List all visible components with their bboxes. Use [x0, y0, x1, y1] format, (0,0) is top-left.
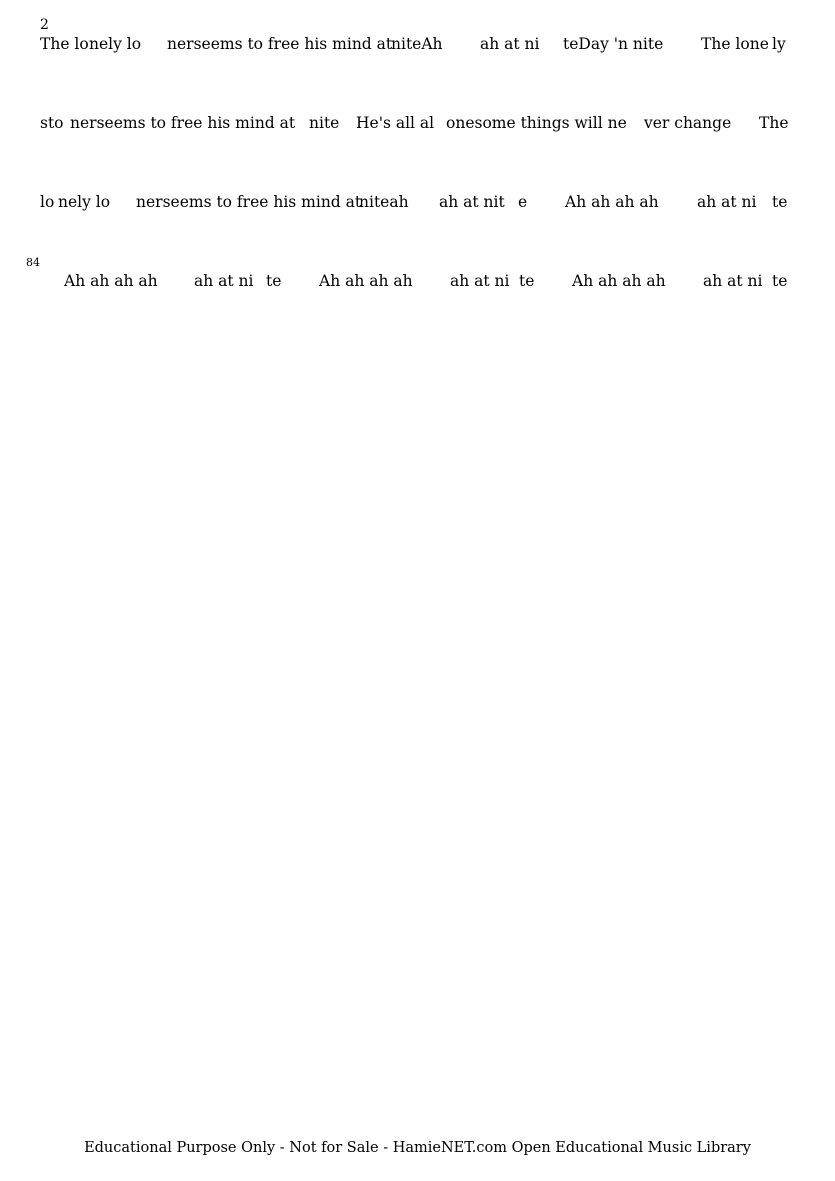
lyric-syllable: niteAh: [391, 35, 443, 53]
lyric-syllable: te: [772, 193, 788, 211]
lyric-syllable: ah at nit: [439, 193, 505, 211]
lyric-syllable: nely lo: [89, 35, 142, 53]
lyric-syllable: te: [519, 272, 535, 290]
lyric-syllable: teDay 'n nite: [563, 35, 664, 53]
lyric-syllable: ah at ni: [697, 193, 757, 211]
lyric-syllable: nerseems to free his mind at: [167, 35, 393, 53]
lyric-syllable: lo: [40, 193, 55, 211]
lyric-syllable: te: [772, 272, 788, 290]
lyric-syllable: nerseems to free his mind at: [136, 193, 362, 211]
lyric-syllable: He's all al: [356, 114, 435, 132]
lyric-syllable: e: [518, 193, 528, 211]
lyric-syllable: Ah ah ah ah: [319, 272, 413, 290]
lyric-syllable: nite: [309, 114, 340, 132]
lyric-syllable: The lo: [40, 35, 89, 53]
lyric-syllable: The lone: [701, 35, 769, 53]
lyric-syllable: ly: [772, 35, 786, 53]
lyric-syllable: niteah: [359, 193, 409, 211]
measure-number: 84: [26, 256, 40, 269]
lyric-syllable: ah at ni: [480, 35, 540, 53]
lyric-syllable: nerseems to free his mind at: [70, 114, 296, 132]
lyric-syllable: sto: [40, 114, 64, 132]
lyric-syllable: onesome things will ne: [446, 114, 627, 132]
footer-notice: Educational Purpose Only - Not for Sale - HamieNET.com Open Educational Music Library: [84, 1140, 751, 1156]
lyric-syllable: Ah ah ah ah: [565, 193, 659, 211]
lyric-syllable: ah at ni: [194, 272, 254, 290]
lyric-syllable: ah at ni: [703, 272, 763, 290]
lyric-syllable: Ah ah ah ah: [64, 272, 158, 290]
lyric-syllable: ver change: [644, 114, 732, 132]
lyric-syllable: te: [266, 272, 282, 290]
lyric-syllable: Ah ah ah ah: [572, 272, 666, 290]
page-number: 2: [40, 17, 49, 33]
lyric-syllable: The: [759, 114, 789, 132]
lyric-syllable: nely lo: [58, 193, 111, 211]
lyric-syllable: ah at ni: [450, 272, 510, 290]
